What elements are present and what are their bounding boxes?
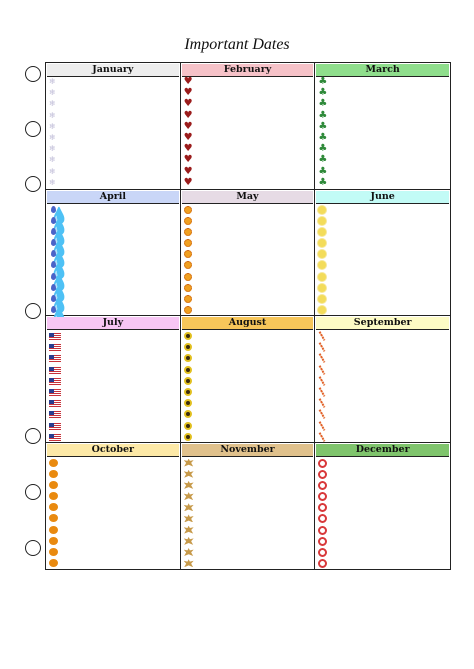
icon-column [318,332,330,444]
month-header: February [182,64,314,77]
us-flag-icon [49,410,58,419]
binder-hole [25,540,41,556]
month-january[interactable] [46,63,181,190]
wreath-icon [318,492,327,501]
binder-hole [25,66,41,82]
pencil-icon [318,354,327,363]
month-april[interactable] [46,190,181,317]
us-flag-icon [49,422,58,431]
snowflake-icon [49,90,58,99]
sunflower-icon [184,343,193,352]
leaf-icon [184,481,193,490]
raindrop-icon [49,217,58,226]
binder-hole [25,176,41,192]
raindrop-icon [49,206,58,215]
month-header: June [316,191,449,204]
month-header: December [316,444,449,457]
us-flag-icon [49,388,58,397]
icon-column [184,79,196,191]
month-march[interactable] [315,63,450,190]
pencil-icon [318,399,327,408]
us-flag-icon [49,366,58,375]
wreath-icon [318,514,327,523]
icon-column [318,79,330,191]
sun-icon [318,228,327,237]
raindrop-icon [49,295,58,304]
pencil-icon [318,388,327,397]
us-flag-icon [49,377,58,386]
wreath-icon [318,559,327,568]
pencil-icon [318,410,327,419]
flower-icon [184,273,193,282]
pumpkin-icon [49,537,58,546]
sun-icon [318,284,327,293]
pumpkin-icon [49,492,58,501]
pencil-icon [318,332,327,341]
flower-icon [184,228,193,237]
sunflower-icon [184,422,193,431]
snowflake-icon [49,146,58,155]
raindrop-icon [49,284,58,293]
month-header: September [316,317,449,330]
sunflower-icon [184,377,193,386]
pumpkin-icon [49,526,58,535]
icon-column [184,459,196,571]
month-september[interactable] [315,316,450,443]
month-header: October [47,444,179,457]
shamrock-icon [318,180,327,189]
calendar-grid [45,62,451,570]
snowflake-icon [49,180,58,189]
sunflower-icon [184,332,193,341]
snowflake-icon [49,169,58,178]
sunflower-icon [184,410,193,419]
wreath-icon [318,548,327,557]
icon-column [184,206,196,318]
month-august[interactable] [181,316,316,443]
snowflake-icon [49,157,58,166]
flower-icon [184,250,193,259]
leaf-icon [184,537,193,546]
snowflake-icon [49,101,58,110]
us-flag-icon [49,433,58,442]
sunflower-icon [184,366,193,375]
icon-column [49,206,61,318]
sunflower-icon [184,388,193,397]
sun-icon [318,206,327,215]
month-header: May [182,191,314,204]
pumpkin-icon [49,514,58,523]
raindrop-icon [49,239,58,248]
sun-icon [318,217,327,226]
flower-icon [184,295,193,304]
snowflake-icon [49,79,58,88]
heart-icon [184,180,193,189]
month-header: August [182,317,314,330]
sun-icon [318,295,327,304]
pumpkin-icon [49,470,58,479]
sun-icon [318,273,327,282]
raindrop-icon [49,273,58,282]
icon-column [49,332,61,444]
flower-icon [184,206,193,215]
month-june[interactable] [315,190,450,317]
us-flag-icon [49,332,58,341]
wreath-icon [318,481,327,490]
icon-column [184,332,196,444]
pencil-icon [318,377,327,386]
binder-hole [25,428,41,444]
raindrop-icon [49,228,58,237]
month-november[interactable] [181,443,316,570]
pencil-icon [318,366,327,375]
pumpkin-icon [49,548,58,557]
wreath-icon [318,470,327,479]
icon-column [318,206,330,318]
icon-column [49,79,61,191]
snowflake-icon [49,124,58,133]
raindrop-icon [49,306,58,315]
month-october[interactable] [46,443,181,570]
wreath-icon [318,503,327,512]
raindrop-icon [49,261,58,270]
leaf-icon [184,526,193,535]
leaf-icon [184,503,193,512]
flower-icon [184,239,193,248]
pencil-icon [318,422,327,431]
month-header: July [47,317,179,330]
flower-icon [184,261,193,270]
month-header: January [47,64,179,77]
us-flag-icon [49,343,58,352]
month-header: November [182,444,314,457]
sun-icon [318,250,327,259]
us-flag-icon [49,399,58,408]
sun-icon [318,261,327,270]
month-header: April [47,191,179,204]
sun-icon [318,239,327,248]
pencil-icon [318,433,327,442]
flower-icon [184,284,193,293]
leaf-icon [184,459,193,468]
snowflake-icon [49,135,58,144]
sun-icon [318,306,327,315]
leaf-icon [184,548,193,557]
leaf-icon [184,492,193,501]
icon-column [318,459,330,571]
snowflake-icon [49,113,58,122]
flower-icon [184,217,193,226]
binder-hole [25,121,41,137]
pumpkin-icon [49,559,58,568]
page-title: Important Dates [184,36,290,53]
leaf-icon [184,514,193,523]
leaf-icon [184,470,193,479]
wreath-icon [318,459,327,468]
binder-hole [25,484,41,500]
month-may[interactable] [181,190,316,317]
wreath-icon [318,537,327,546]
pumpkin-icon [49,459,58,468]
sunflower-icon [184,354,193,363]
month-header: March [316,64,449,77]
leaf-icon [184,559,193,568]
binder-hole [25,303,41,319]
pumpkin-icon [49,481,58,490]
pencil-icon [318,343,327,352]
flower-icon [184,306,193,315]
icon-column [49,459,61,571]
month-july[interactable] [46,316,181,443]
sunflower-icon [184,433,193,442]
sunflower-icon [184,399,193,408]
pumpkin-icon [49,503,58,512]
us-flag-icon [49,354,58,363]
month-december[interactable] [315,443,450,570]
wreath-icon [318,526,327,535]
raindrop-icon [49,250,58,259]
month-february[interactable] [181,63,316,190]
